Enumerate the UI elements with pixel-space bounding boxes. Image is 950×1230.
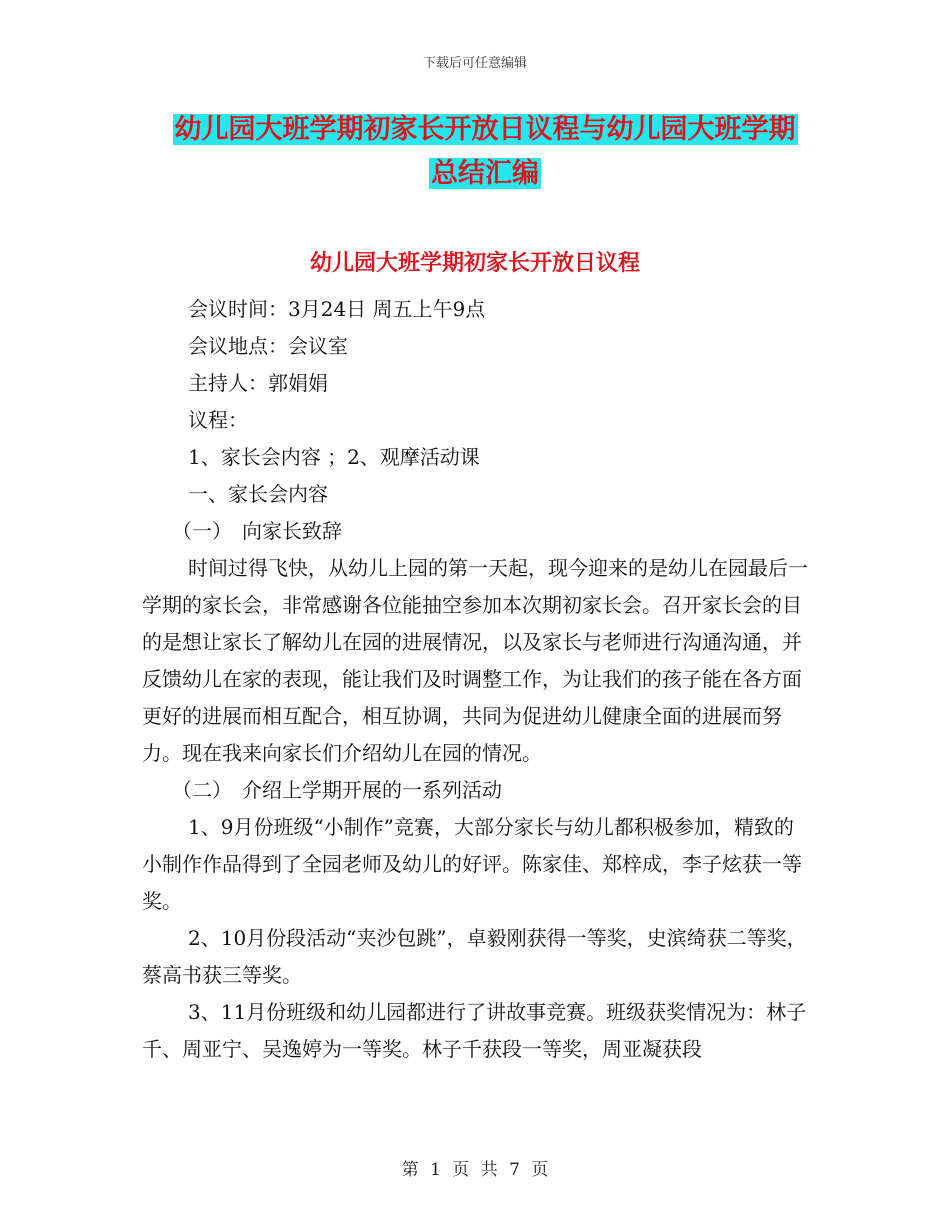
agenda-items: 1、家长会内容 ；2、观摩活动课 [188, 445, 480, 469]
section-title: 幼儿园大班学期初家长开放日议程 [309, 251, 640, 276]
agenda-label: 议程： [188, 408, 248, 432]
sub1-body: 时间过得飞快，从幼儿上园的第一天起，现今迎来的是幼儿在园最后一学期的家长会，非常感谢各位能抽空参加本次期初家长会。召开家长会的目的是想让家长了解幼儿在园的进展情况，以及家长与老师进行沟通沟通，并反馈幼儿在家的表现，能让我们及时调整工作，为让我们的孩子能在各方面更好的进展而相互配合，相互协调，共同为促进幼儿健康全面的进展而努力。现在我来向家长们介绍幼儿在园的情况。 [142, 556, 808, 765]
document-title [140, 108, 830, 196]
activity-item: 3、11月份班级和幼儿园都进行了讲故事竞赛。班级获奖情况为：林子千、周亚宁、吴逸婷为一等奖。林子千获段一等奖，周亚凝获段 [142, 1000, 807, 1061]
meeting-time: 会议时间：3月24日 周五上午9点 [188, 297, 486, 321]
document-body [142, 291, 810, 1068]
page-footer: 第 1 页 共 7 页 [401, 1160, 549, 1180]
document-title-line1: 幼儿园大班学期初家长开放日议程与幼儿园大班学期 [174, 114, 796, 145]
activity-item: 1、9月份班级“小制作”竞赛，大部分家长与幼儿都积极参加，精致的小制作作品得到了全园老师及幼儿的好评。陈家佳、郑梓成，李子炫获一等奖。 [142, 815, 802, 913]
sub2-heading: （二） 介绍上学期开展的一系列活动 [172, 778, 502, 802]
activity-item: 2、10月份段活动“夹沙包跳”，卓毅刚获得一等奖，史滨绮获二等奖，蔡高书获三等奖。 [142, 926, 807, 987]
sub1-heading: （一） 向家长致辞 [172, 519, 342, 543]
meeting-place: 会议地点：会议室 [188, 334, 348, 358]
meeting-host: 主持人：郭娟娟 [188, 371, 328, 395]
document-title-line2: 总结汇编 [431, 158, 539, 189]
header-note: 下载后可任意编辑 [422, 56, 527, 71]
part1-heading: 一、家长会内容 [188, 482, 328, 506]
